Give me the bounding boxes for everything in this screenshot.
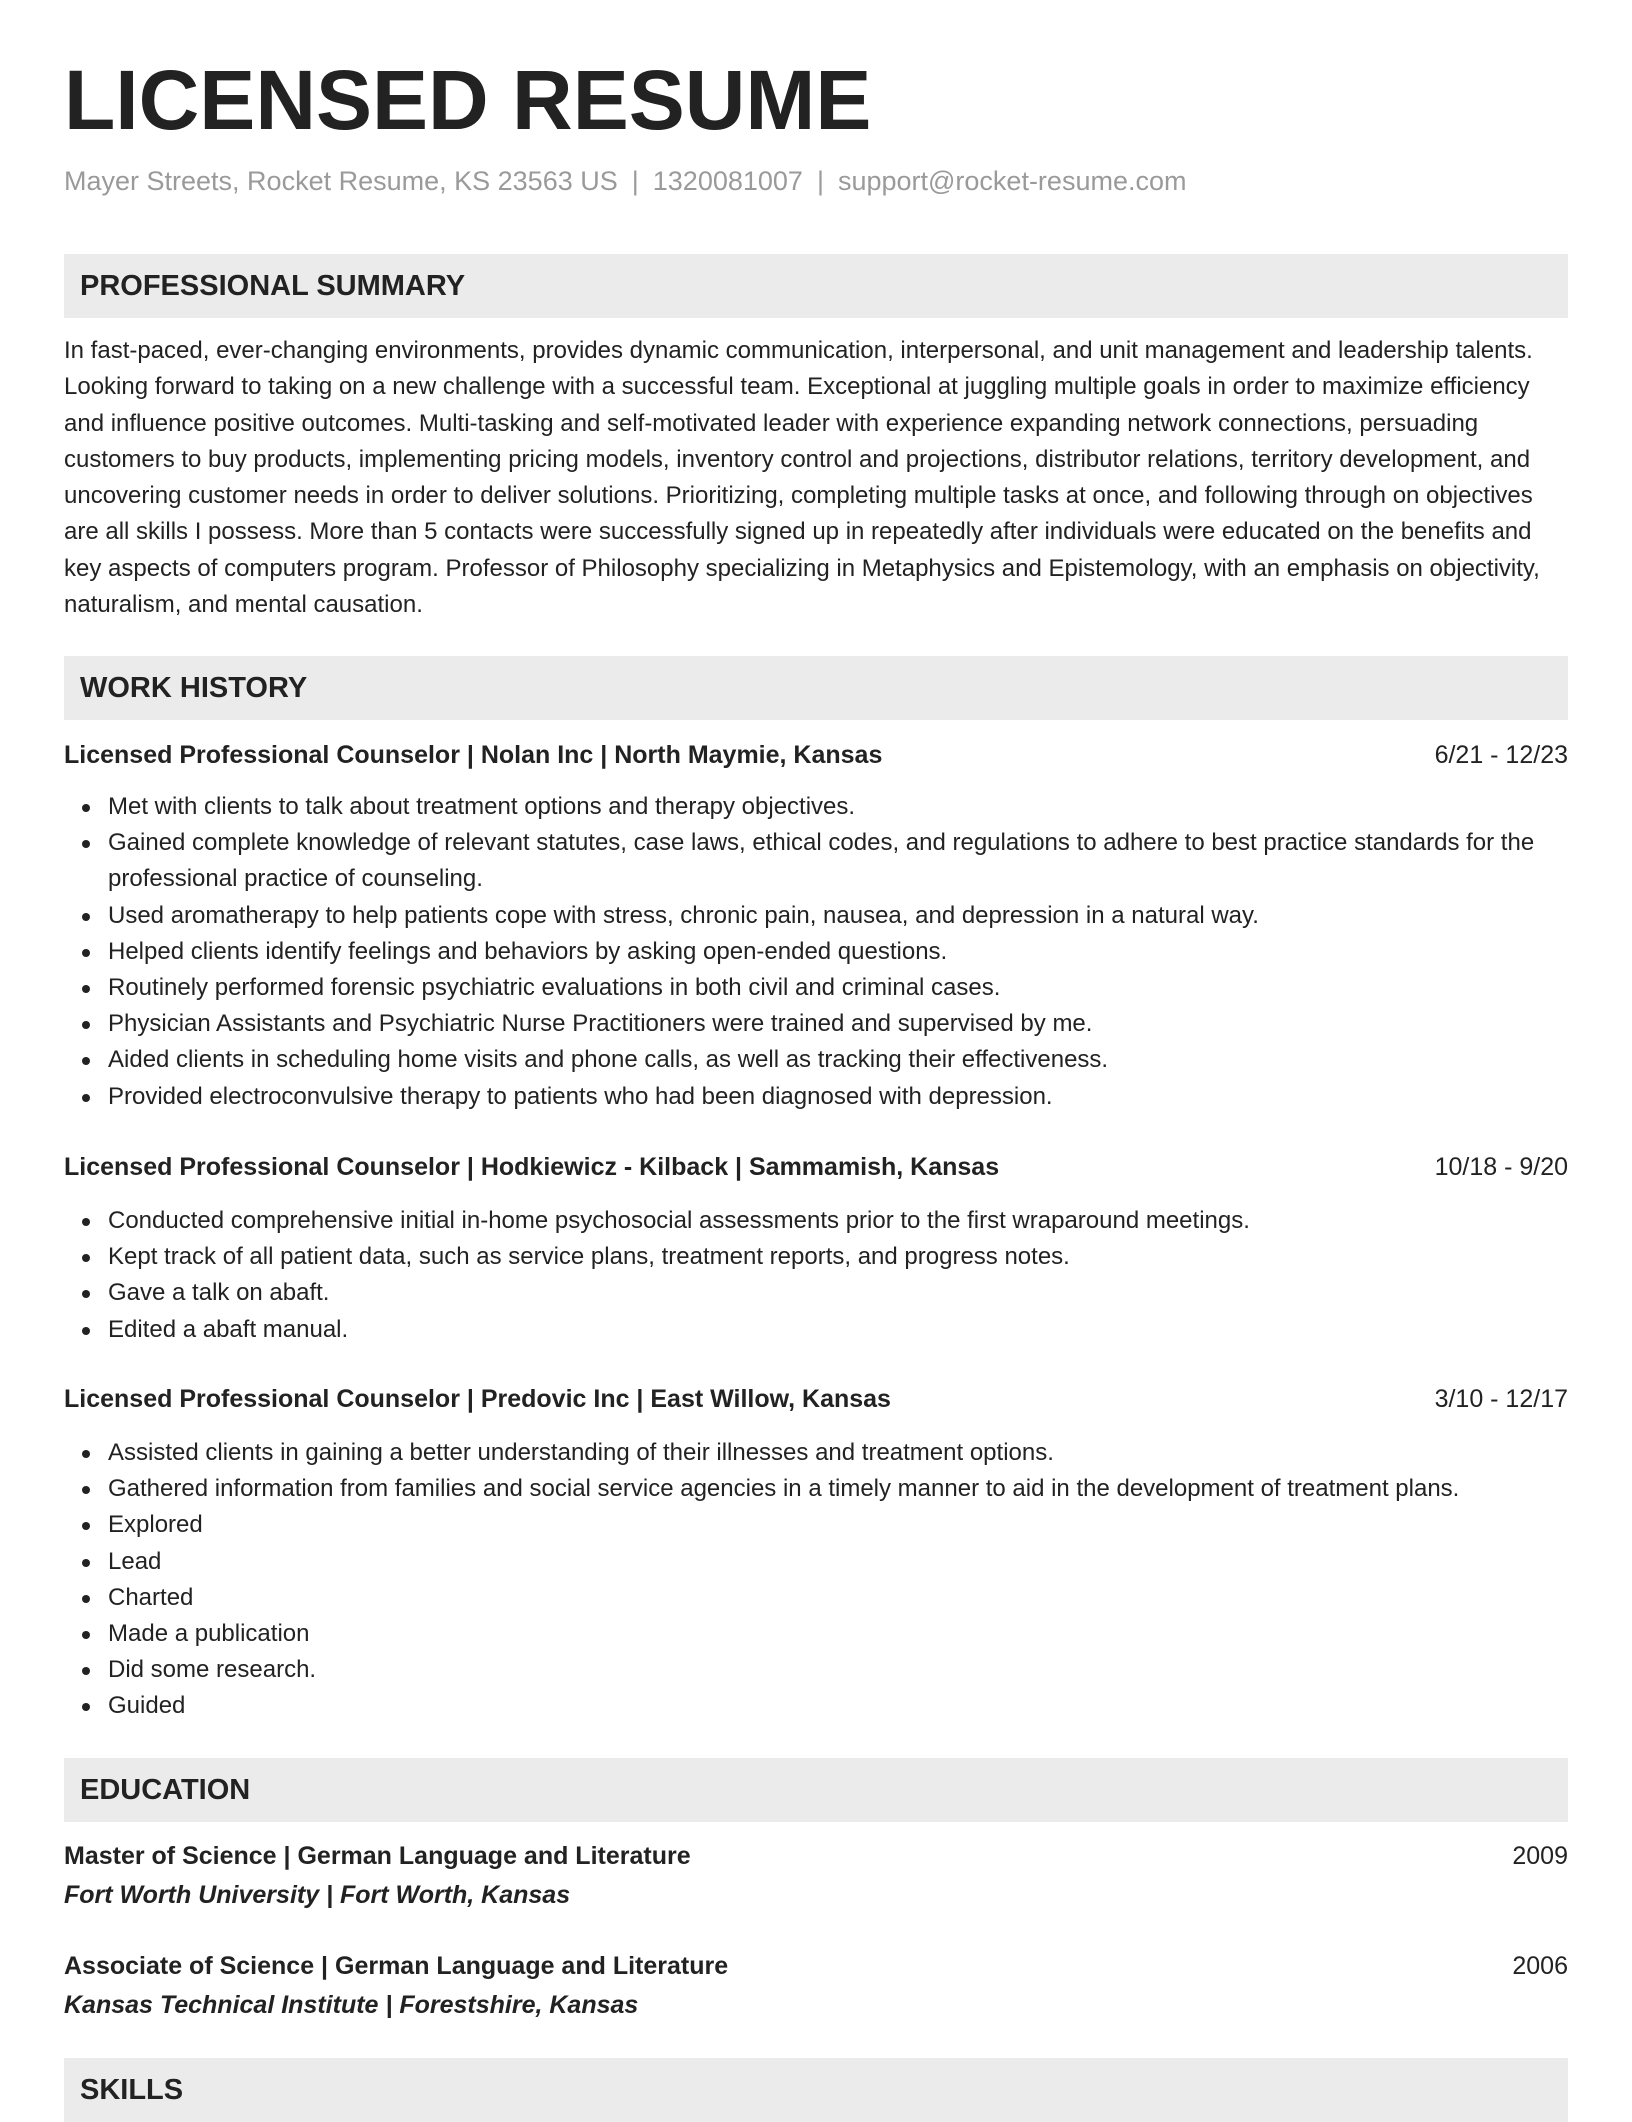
job-bullets <box>64 1435 1568 1725</box>
job-bullet: Aided clients in scheduling home visits and phone calls, as well as tracking their effectiveness. <box>108 1042 1568 1078</box>
summary-text: In fast-paced, ever-changing environments, provides dynamic communication, interpersonal, and unit management and leadership talents. Looking forward to taking on a new challenge with a successful team. Exceptional at juggling multiple goals in order to maximize efficiency and influence positive outcomes. Multi-tasking and self-motivated leader with experience expanding network connections, persuading customers to buy products, implementing pricing models, inventory control and projections, distributor relations, territory development, and uncovering customer needs in order to deliver solutions. Prioritizing, completing multiple tasks at once, and following through on objectives are all skills I possess. More than 5 contacts were successfully signed up in repeatedly after individuals were educated on the benefits and key aspects of computers program. Professor of Philosophy specializing in Metaphysics and Epistemology, with an emphasis on objectivity, naturalism, and mental causation. <box>64 337 1540 619</box>
job-bullet: Explored <box>108 1507 1568 1543</box>
job-dates: 3/10 - 12/17 <box>1434 1385 1568 1413</box>
job-heading <box>64 1152 1568 1182</box>
resume-name: LICENSED RESUME <box>64 53 872 147</box>
job-bullet: Made a publication <box>108 1616 1568 1652</box>
job-bullet: Lead <box>108 1544 1568 1580</box>
education-heading <box>64 1951 1568 1981</box>
job-bullet: Kept track of all patient data, such as service plans, treatment reports, and progress notes. <box>108 1239 1568 1275</box>
job-bullet: Assisted clients in gaining a better understanding of their illnesses and treatment options. <box>108 1435 1568 1471</box>
section-header-work-history: WORK HISTORY <box>64 656 1568 720</box>
job-dates: 6/21 - 12/23 <box>1434 741 1568 769</box>
section-header-skills: SKILLS <box>64 2058 1568 2122</box>
contact-separator: | <box>631 166 639 196</box>
job-bullet: Conducted comprehensive initial in-home psychosocial assessments prior to the first wraparound meetings. <box>108 1203 1568 1239</box>
job-bullets <box>64 789 1568 1115</box>
job-bullet: Gave a talk on abaft. <box>108 1275 1568 1311</box>
job-bullet: Did some research. <box>108 1652 1568 1688</box>
contact-separator: | <box>816 166 824 196</box>
contact-phone: 1320081007 <box>652 166 803 196</box>
job-bullet: Charted <box>108 1580 1568 1616</box>
job-bullet: Physician Assistants and Psychiatric Nurse Practitioners were trained and supervised by me. <box>108 1006 1568 1042</box>
job-heading <box>64 1384 1568 1414</box>
section-header-summary: PROFESSIONAL SUMMARY <box>64 254 1568 318</box>
job-bullet: Guided <box>108 1688 1568 1724</box>
job-bullet: Routinely performed forensic psychiatric evaluations in both civil and criminal cases. <box>108 970 1568 1006</box>
job-title: Licensed Professional Counselor | Nolan Inc | North Maymie, Kansas <box>64 741 883 769</box>
education-school: Kansas Technical Institute | Forestshire, Kansas <box>64 1991 639 2019</box>
education-year: 2009 <box>1512 1842 1568 1870</box>
job-bullet: Used aromatherapy to help patients cope with stress, chronic pain, nausea, and depression in a natural way. <box>108 898 1568 934</box>
contact-line <box>64 168 1186 195</box>
job-dates: 10/18 - 9/20 <box>1434 1153 1568 1181</box>
job-bullet: Gathered information from families and social service agencies in a timely manner to aid in the development of treatment plans. <box>108 1471 1568 1507</box>
job-bullet: Gained complete knowledge of relevant statutes, case laws, ethical codes, and regulations to adhere to best practice standards for the professional practice of counseling. <box>108 825 1568 897</box>
education-degree: Associate of Science | German Language and Literature <box>64 1952 729 1980</box>
education-school: Fort Worth University | Fort Worth, Kansas <box>64 1881 571 1909</box>
contact-email: support@rocket-resume.com <box>837 166 1187 196</box>
job-bullet: Met with clients to talk about treatment options and therapy objectives. <box>108 789 1568 825</box>
education-degree: Master of Science | German Language and Literature <box>64 1842 691 1870</box>
job-bullet: Helped clients identify feelings and behaviors by asking open-ended questions. <box>108 934 1568 970</box>
job-title: Licensed Professional Counselor | Predovic Inc | East Willow, Kansas <box>64 1385 891 1413</box>
job-heading <box>64 740 1568 770</box>
education-year: 2006 <box>1512 1952 1568 1980</box>
job-bullet: Edited a abaft manual. <box>108 1312 1568 1348</box>
section-header-education: EDUCATION <box>64 1758 1568 1822</box>
job-title: Licensed Professional Counselor | Hodkiewicz - Kilback | Sammamish, Kansas <box>64 1153 1000 1181</box>
contact-address: Mayer Streets, Rocket Resume, KS 23563 US <box>64 166 618 196</box>
job-bullet: Provided electroconvulsive therapy to patients who had been diagnosed with depression. <box>108 1079 1568 1115</box>
job-bullets <box>64 1203 1568 1348</box>
education-heading <box>64 1841 1568 1871</box>
